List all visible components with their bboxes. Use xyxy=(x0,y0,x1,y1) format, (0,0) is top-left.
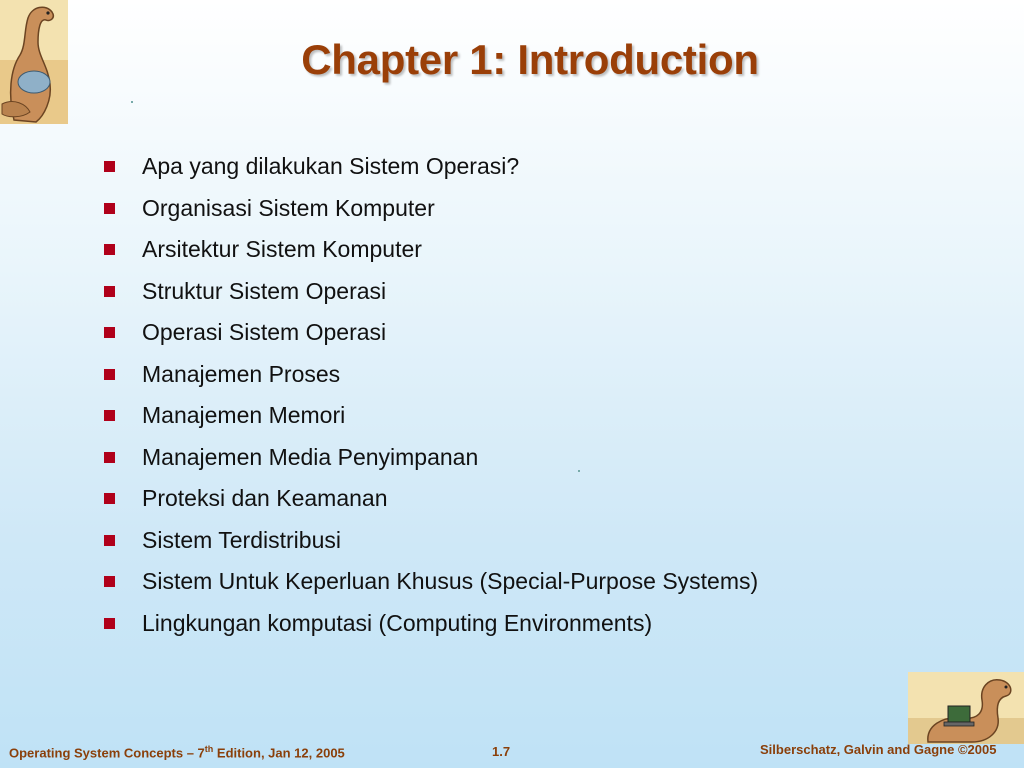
list-item: Manajemen Proses xyxy=(104,354,758,396)
list-item: Sistem Terdistribusi xyxy=(104,520,758,562)
list-item: Operasi Sistem Operasi xyxy=(104,312,758,354)
square-bullet-icon xyxy=(104,244,115,255)
list-item: Lingkungan komputasi (Computing Environments) xyxy=(104,603,758,645)
list-item: Organisasi Sistem Komputer xyxy=(104,188,758,230)
square-bullet-icon xyxy=(104,493,115,504)
square-bullet-icon xyxy=(104,161,115,172)
dinosaur-laptop-icon xyxy=(908,672,1024,744)
list-item: Struktur Sistem Operasi xyxy=(104,271,758,313)
bullet-list xyxy=(104,146,758,644)
stray-dot xyxy=(578,470,580,472)
footer-course: Operating System Concepts – 7th Edition, Jan 12, 2005 xyxy=(9,744,345,761)
list-item: Arsitektur Sistem Komputer xyxy=(104,229,758,271)
square-bullet-icon xyxy=(104,535,115,546)
square-bullet-icon xyxy=(104,576,115,587)
footer-page-number: 1.7 xyxy=(492,744,511,759)
list-item: Proteksi dan Keamanan xyxy=(104,478,758,520)
list-item: Manajemen Memori xyxy=(104,395,758,437)
square-bullet-icon xyxy=(104,369,115,380)
square-bullet-icon xyxy=(104,410,115,421)
list-item: Manajemen Media Penyimpanan xyxy=(104,437,758,479)
slide-title: Chapter 1: Introduction xyxy=(301,36,759,83)
list-item: Sistem Untuk Keperluan Khusus (Special-Purpose Systems) xyxy=(104,561,758,603)
square-bullet-icon xyxy=(104,618,115,629)
square-bullet-icon xyxy=(104,452,115,463)
square-bullet-icon xyxy=(104,327,115,338)
list-item: Apa yang dilakukan Sistem Operasi? xyxy=(104,146,758,188)
footer-authors: Silberschatz, Galvin and Gagne ©2005 xyxy=(760,742,997,757)
stray-dot xyxy=(131,101,133,103)
square-bullet-icon xyxy=(104,203,115,214)
square-bullet-icon xyxy=(104,286,115,297)
